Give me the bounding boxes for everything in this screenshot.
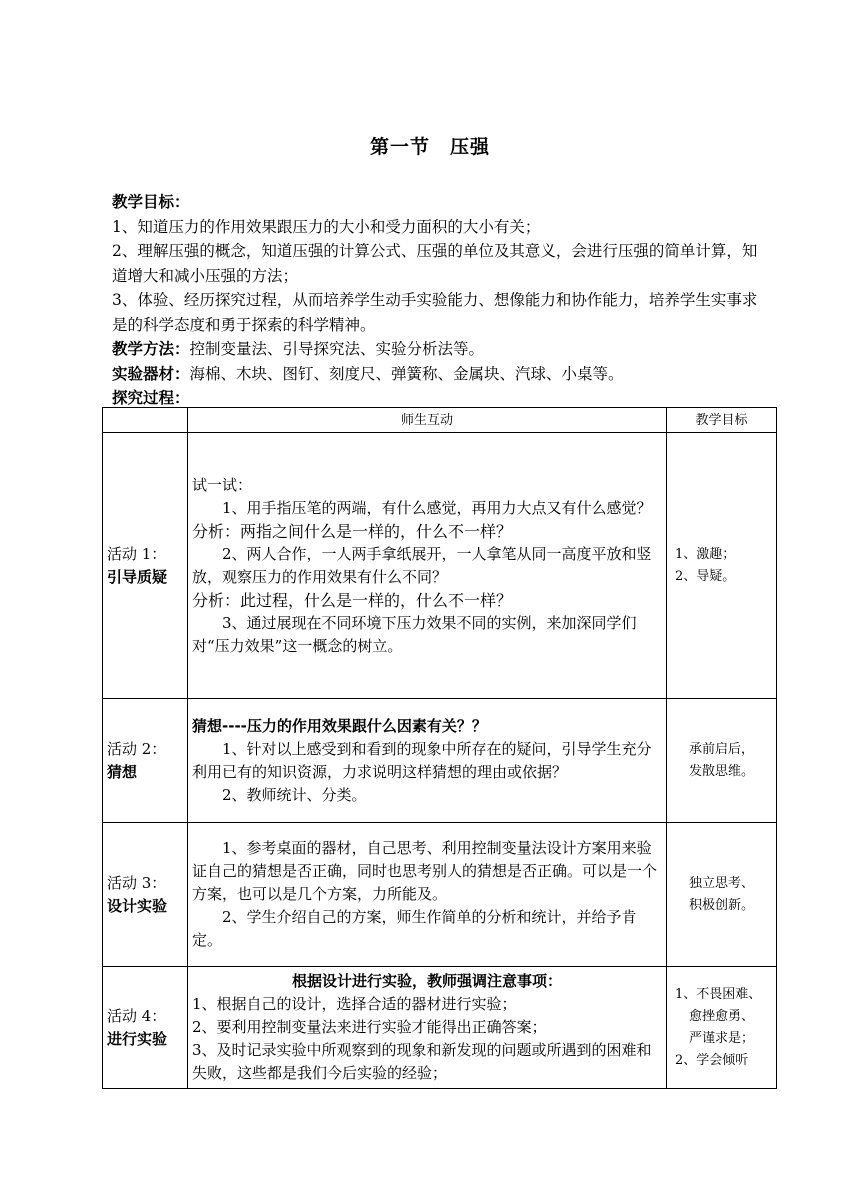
emphasis-run: 控制变量法: [261, 1018, 337, 1036]
text-run: 来进行实验才能得出正确答案；: [336, 1018, 547, 1036]
step-text: 3、通过展现在不同环境下压力效果不同的实例，来加深同学们对“压力效果”这一概念的树立。: [192, 613, 637, 655]
goal-item: 2、学会倾听: [675, 1052, 749, 1068]
interaction-cell: [188, 699, 667, 823]
text-run: 2、要利用: [192, 1018, 262, 1036]
step-text: 2、教师统计、分类。: [222, 785, 367, 804]
emphasis-run: 桌面的器材: [276, 839, 352, 857]
objective-item: 2、理解压强的概念，知道压强的计算公式、压强的单位及其意义，会进行压强的简单计算，知道增大和减小压强的方法；: [112, 242, 758, 285]
activity-name: 进行实验: [107, 1029, 168, 1048]
text-run: 设计方案: [546, 839, 607, 857]
interaction-cell: [188, 823, 667, 967]
activity-number: 活动 3：: [107, 873, 167, 892]
table-row: [103, 433, 777, 699]
step-text: [192, 1016, 662, 1039]
step-text: [192, 837, 662, 906]
goal-item: 2、导疑。: [675, 568, 736, 584]
activity-label-cell: [103, 823, 188, 967]
text-run: 1、参考: [222, 839, 277, 857]
step-text: 1、针对以上感受到和看到的现象中所存在的疑问，引导学生充分利用已有的知识资源，力求说明这样猜想的理由或依据？: [192, 739, 652, 781]
activity-label-cell: [103, 967, 188, 1089]
interaction-cell: [188, 967, 667, 1089]
step-text: 1、用手指压笔的两端，有什么感觉，再用力大点又有什么感觉？: [222, 498, 652, 517]
equipment-line: [112, 362, 762, 387]
goal-item: 严谨求是；: [688, 1030, 754, 1046]
text-run: ，自己思考、利用: [351, 839, 472, 857]
intro-section: [112, 190, 762, 411]
equipment-label: 实验器材：: [112, 364, 190, 383]
table-row: [103, 967, 777, 1089]
objective-item: 3、体验、经历探究过程，从而培养学生动手实验能力、想像能力和协作能力，培养学生实事求是的科学态度和勇于探索的科学精神。: [112, 291, 758, 334]
activity-label-cell: [103, 433, 188, 699]
text-run: 是否正确。可以是一个方案，也可以是几个方案，力所能及。: [192, 862, 658, 903]
goal-item: 承前启后，: [688, 741, 754, 757]
process-table: [102, 407, 777, 1089]
emphasis-run: 用来验证自己的猜想是否正确: [192, 839, 652, 880]
try-label: 试一试：: [192, 475, 253, 494]
table-header-row: [103, 408, 777, 433]
text-run: ，同时也思考: [342, 862, 433, 880]
activity-name: 设计实验: [107, 896, 168, 915]
goal-cell: [667, 433, 777, 699]
emphasis-run: 控制变量法: [471, 839, 547, 857]
step-text: 2、学生介绍自己的方案，师生作简单的分析和统计，并给予肯定。: [192, 908, 637, 949]
goal-item: 独立思考、: [688, 875, 754, 891]
page-title: 第一节 压强: [369, 136, 490, 158]
activity-name: 引导质疑: [107, 567, 168, 586]
method-text: 控制变量法、引导探究法、实验分析法等。: [189, 340, 485, 358]
activity-number: 活动 1：: [107, 544, 167, 563]
goal-item: 积极创新。: [688, 897, 754, 913]
emphasis-run: 别人的猜想: [432, 862, 508, 880]
objective-item: 1、知道压力的作用效果跟压力的大小和受力面积的大小有关；: [112, 217, 541, 236]
step-text: 1、根据自己的设计，选择合适的器材进行实验；: [192, 995, 517, 1013]
equipment-text: 海棉、木块、图钉、刻度尺、弹簧称、金属块、汽球、小桌等。: [189, 364, 624, 383]
goal-item: 愈挫愈勇、: [688, 1008, 754, 1024]
header-blank: [103, 408, 188, 433]
table-row: [103, 699, 777, 823]
header-interaction: 师生互动: [188, 408, 667, 433]
process-label: 探究过程：: [112, 389, 190, 407]
guess-heading: 猜想----压力的作用效果跟什么因素有关？？: [192, 716, 487, 735]
header-goal: 教学目标: [667, 408, 777, 433]
goal-cell: [667, 967, 777, 1089]
method-line: [112, 337, 762, 362]
analysis-text: 分析：两指之间什么是一样的，什么不一样？: [192, 521, 513, 541]
interaction-cell: [188, 433, 667, 699]
method-label: 教学方法：: [112, 340, 190, 358]
analysis-text: 分析：此过程，什么是一样的，什么不一样？: [192, 590, 513, 610]
experiment-heading: 根据设计进行实验，教师强调注意事项：: [291, 972, 562, 990]
goal-item: 1、不畏困难、: [675, 986, 762, 1002]
goal-cell: [667, 699, 777, 823]
activity-name: 猜想: [107, 762, 138, 781]
step-text: 2、两人合作，一人两手拿纸展开，一人拿笔从同一高度平放和竖放，观察压力的作用效果有什么不同？: [192, 544, 652, 586]
goal-item: 发散思维。: [688, 763, 754, 779]
objectives-heading: 教学目标：: [112, 193, 190, 211]
activity-number: 活动 2：: [107, 739, 167, 758]
activity-label-cell: [103, 699, 188, 823]
goal-item: 1、激趣；: [675, 546, 736, 562]
activity-number: 活动 4：: [107, 1006, 167, 1025]
goal-cell: [667, 823, 777, 967]
step-text: 3、及时记录实验中所观察到的现象和新发现的问题或所遇到的困难和失败，这些都是我们今后实验的经验；: [192, 1041, 652, 1082]
table-row: [103, 823, 777, 967]
